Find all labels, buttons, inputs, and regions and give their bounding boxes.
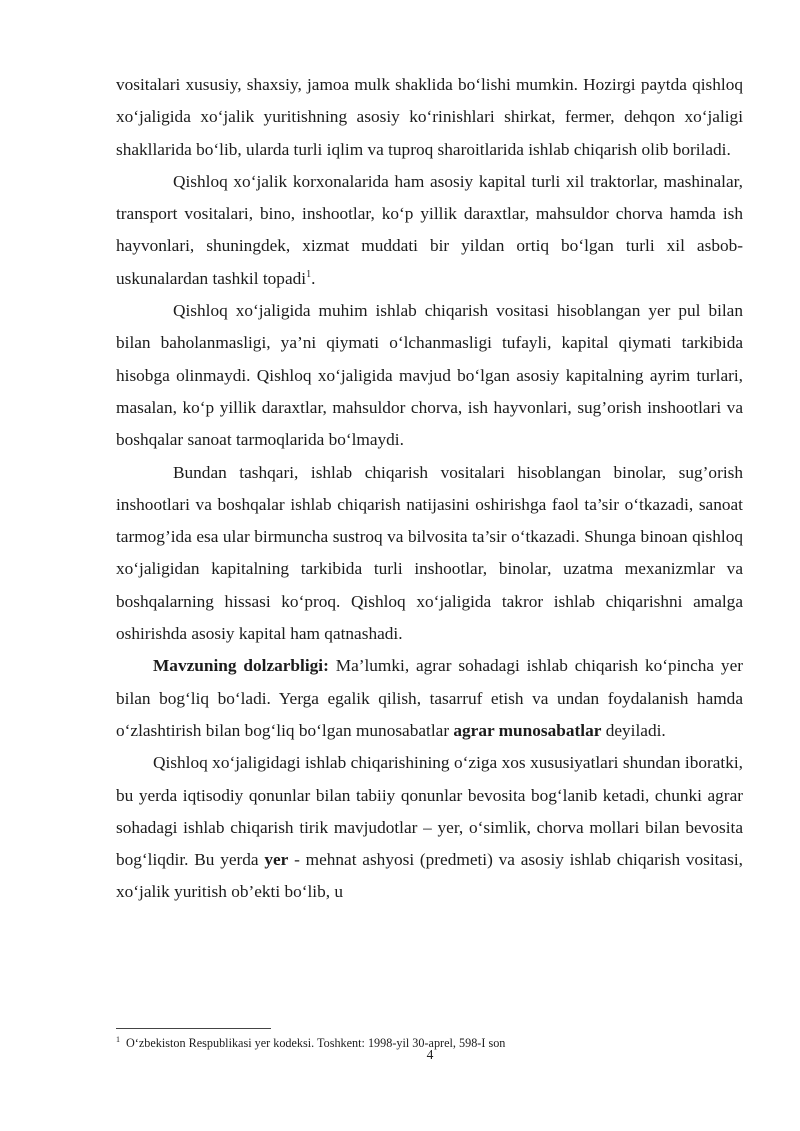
paragraph-3 xyxy=(116,295,743,456)
paragraph-6 xyxy=(116,747,743,908)
paragraph-5-text: Ma’lumki, agrar sohadagi ishlab chiqarish ko‘pincha yer bilan bog‘liq bo‘ladi. Yerga egalik qilish, tasarruf etish va undan foydalanish hamda o‘zlashtirish bilan bog‘liq bo‘lgan munosabatlar xyxy=(116,656,743,740)
bold-term-agrar-munosabatlar: agrar munosabatlar xyxy=(453,720,602,740)
footnote-text: Oʻzbekiston Respublikasi yer kodeksi. Toshkent: 1998-yil 30-aprel, 598-I son xyxy=(126,1036,506,1051)
paragraph-1-text: vositalari xususiy, shaxsiy, jamoa mulk shaklida bo‘lishi mumkin. Hozirgi paytda qishloq xo‘jaligida xo‘jalik yuritishning asosiy ko‘rinishlari shirkat, fermer, dehqon xo‘jaligi shakllarida bo‘lib, ularda turli iqlim va tuproq sharoitlarida ishlab chiqarish olib boriladi. xyxy=(116,75,743,159)
paragraph-2-end: . xyxy=(311,268,316,288)
paragraph-2 xyxy=(116,166,743,295)
paragraph-1 xyxy=(116,69,743,166)
footnote-separator xyxy=(116,1028,271,1029)
paragraph-5 xyxy=(116,650,743,747)
footnote-reference[interactable]: 1 xyxy=(306,269,312,281)
document-body xyxy=(116,69,743,909)
bold-term-yer: yer xyxy=(264,850,289,870)
paragraph-6-end: - mehnat ashyosi (predmeti) va asosiy ishlab chiqarish vositasi, xo‘jalik yuritish ob’ekti bo‘lib, u xyxy=(116,850,743,902)
footnote-mark: 1 xyxy=(116,1035,120,1044)
paragraph-6-text: Qishloq xo‘jaligidagi ishlab chiqarishining o‘ziga xos xususiyatlari shundan iboratki, bu yerda iqtisodiy qonunlar bilan tabiiy qonunlar bevosita bog‘lanib ketadi, chunki agrar sohadagi ishlab chiqarish tirik mavjudotlar – yer, o‘simlik, chorva mollari bilan bevosita bog‘liqdir. Bu yerda xyxy=(116,753,743,870)
paragraph-2-text: Qishloq xo‘jalik korxonalarida ham asosiy kapital turli xil traktorlar, mashinalar, transport vositalari, bino, inshootlar, ko‘p yillik daraxtlar, mahsuldor chorva hamda ish hayvonlari, shuningdek, xizmat muddati bir yildan ortiq bo‘lgan turli xil asbob-uskunalardan tashkil topadi xyxy=(116,171,743,288)
section-heading-relevance: Mavzuning dolzarbligi: xyxy=(153,656,329,676)
paragraph-4-text: Bundan tashqari, ishlab chiqarish vositalari hisoblangan binolar, sug’orish inshootlari va boshqalar ishlab chiqarish natijasini oshirishga faol ta’sir o‘tkazadi, sanoat tarmog’ida esa ular birmuncha sustroq va bilvosita ta’sir o‘tkazadi. Shunga binoan qishloq xo‘jaligidan kapitalning tarkibida turli inshootlar, binolar, uzatma mexanizmlar va boshqalarning hissasi ko‘proq. Qishloq xo‘jaligida takror ishlab chiqarishni amalga oshirishda asosiy kapital ham qatnashadi. xyxy=(116,462,743,644)
paragraph-3-text: Qishloq xo‘jaligida muhim ishlab chiqarish vositasi hisoblangan yer pul bilan bilan baholanmasligi, ya’ni qiymati o‘lchanmasligi tufayli, kapital qiymati tarkibida hisobga olinmaydi. Qishloq xo‘jaligida mavjud bo‘lgan asosiy kapitalning ayrim turlari, masalan, ko‘p yillik daraxtlar, mahsuldor chorva, ish hayvonlari, sug’orish inshootlari va boshqalar sanoat tarmoqlarida bo‘lmaydi. xyxy=(116,301,743,450)
page-number: 4 xyxy=(426,1047,434,1062)
paragraph-5-end: deyiladi. xyxy=(601,720,666,740)
paragraph-4 xyxy=(116,457,743,651)
